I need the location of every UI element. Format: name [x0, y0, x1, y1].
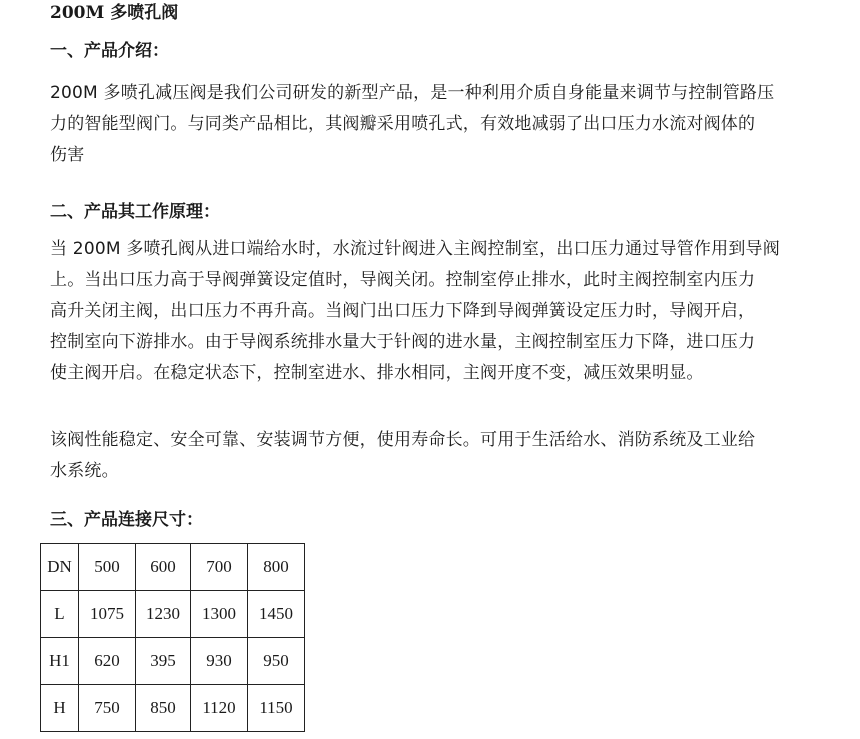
- table-cell: 1300: [191, 591, 248, 638]
- paragraph-line: 控制室向下游排水。由于导阀系统排水量大于针阀的进水量，主阀控制室压力下降，进口压力: [50, 332, 756, 352]
- table-cell: 1230: [136, 591, 191, 638]
- table-cell: H: [41, 685, 79, 732]
- table-cell: 850: [136, 685, 191, 732]
- paragraph-line: 该阀性能稳定、安全可靠、安装调节方便，使用寿命长。可用于生活给水、消防系统及工业给: [50, 430, 756, 450]
- intro-paragraph: [50, 78, 840, 171]
- table-row: [41, 685, 305, 732]
- table-cell: 950: [248, 638, 305, 685]
- table-row: [41, 638, 305, 685]
- paragraph-line: 力的智能型阀门。与同类产品相比，其阀瓣采用喷孔式，有效地减弱了出口压力水流对阀体的: [50, 114, 756, 134]
- features-paragraph: [50, 425, 840, 487]
- table-cell: 600: [136, 544, 191, 591]
- paragraph-line: 200M 多喷孔减压阀是我们公司研发的新型产品，是一种利用介质自身能量来调节与控制管路压: [50, 83, 775, 103]
- table-cell: 800: [248, 544, 305, 591]
- document-title: 200M 多喷孔阀: [50, 3, 179, 23]
- paragraph-line: 伤害: [50, 145, 85, 165]
- table-cell: 500: [79, 544, 136, 591]
- dimensions-table: [40, 543, 305, 732]
- table-cell: 1450: [248, 591, 305, 638]
- principle-paragraph: [50, 234, 840, 389]
- table-cell: DN: [41, 544, 79, 591]
- table-row: [41, 544, 305, 591]
- paragraph-line: 高升关闭主阀，出口压力不再升高。当阀门出口压力下降到导阀弹簧设定压力时，导阀开启，: [50, 301, 756, 321]
- table-row: [41, 591, 305, 638]
- section-heading-principle: 二、产品其工作原理：: [50, 202, 220, 222]
- section-heading-intro: 一、产品介绍：: [50, 41, 169, 61]
- table-cell: 1150: [248, 685, 305, 732]
- table-cell: H1: [41, 638, 79, 685]
- table-cell: 930: [191, 638, 248, 685]
- table-cell: 700: [191, 544, 248, 591]
- table-cell: 1075: [79, 591, 136, 638]
- paragraph-line: 使主阀开启。在稳定状态下，控制室进水、排水相同，主阀开度不变，减压效果明显。: [50, 363, 704, 383]
- paragraph-line: 上。当出口压力高于导阀弹簧设定值时，导阀关闭。控制室停止排水，此时主阀控制室内压力: [50, 270, 756, 290]
- section-heading-dimensions: 三、产品连接尺寸：: [50, 510, 203, 530]
- paragraph-line: 水系统。: [50, 461, 119, 481]
- table-cell: L: [41, 591, 79, 638]
- table-cell: 620: [79, 638, 136, 685]
- paragraph-line: 当 200M 多喷孔阀从进口端给水时，水流过针阀进入主阀控制室，出口压力通过导管作用到导阀: [50, 239, 780, 259]
- table-cell: 1120: [191, 685, 248, 732]
- table-cell: 750: [79, 685, 136, 732]
- table-cell: 395: [136, 638, 191, 685]
